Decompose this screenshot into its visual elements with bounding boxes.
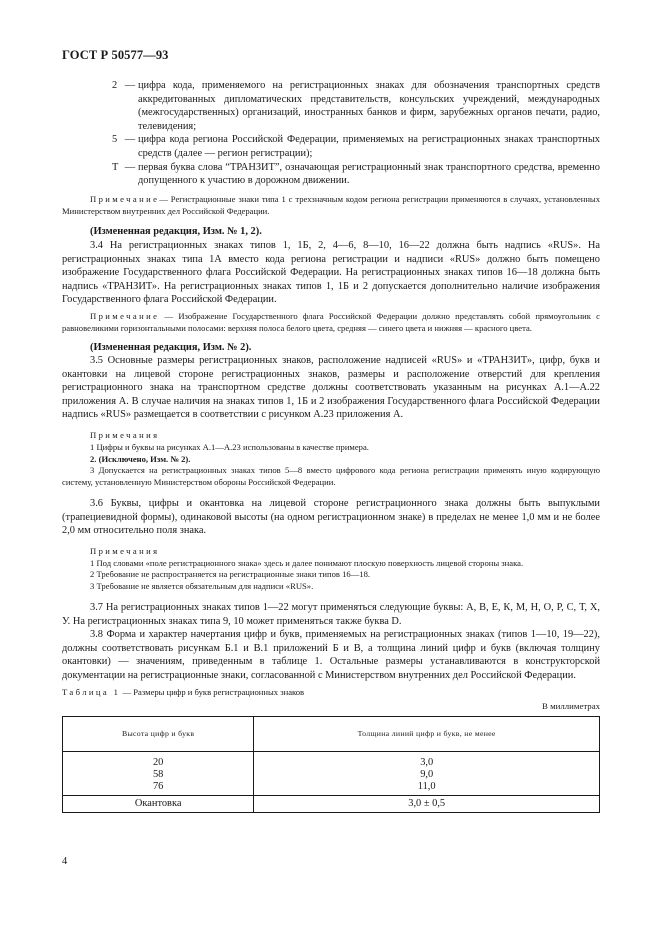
table-cell: 3,0 ± 0,5 — [254, 796, 600, 813]
legend-code: 2 — [112, 80, 118, 91]
clause-3-6: 3.6 Буквы, цифры и окантовка на лицевой стороне регистрационного знака должны быть выпуклыми (трапециевидной формы), одинаковой высоты (на одном регистрационном знаке) в пределах не менее 1,0 мм и не более 2,0 мм относительно поля знака. — [62, 498, 600, 537]
note-label: Примечание — [90, 193, 160, 204]
table-row — [63, 769, 600, 781]
legend-text: цифра кода региона Российской Федерации, применяемых на регистрационных знаках транспортных средств (далее — регион регистрации); — [138, 134, 600, 159]
legend-item — [112, 133, 600, 160]
page-number: 4 — [62, 856, 68, 867]
dimensions-table — [62, 716, 600, 813]
note-label: Примечание — [90, 310, 160, 321]
document-header: ГОСТ Р 50577—93 — [62, 48, 169, 62]
table-caption — [62, 687, 600, 699]
table-label: Таблица 1 — [62, 686, 121, 697]
legend-item — [112, 79, 600, 133]
legend-dash: — — [124, 80, 136, 91]
table-cell: 58 — [63, 769, 254, 781]
note-item: 2. (Исключено, Изм. № 2). — [90, 453, 191, 464]
clause-3-4: 3.4 На регистрационных знаках типов 1, 1Б, 2, 4—6, 8—10, 16—22 должна быть надпись «RUS». На регистрационных знаках типа 1А вместо кода региона регистрации и надписи «RUS» должно быть помещено изображение Государственного флага Российской Федерации. На регистрационных знаках типов 16—18 должна быть надпись «ТРАНЗИТ». На регистрационных знаках типов 1, 1Б и 2 допускается дополнительно наличие изображения Государственного флага Российской Федерации. — [62, 239, 600, 306]
table-cell: 20 — [63, 752, 254, 770]
table-cell: 9,0 — [254, 769, 600, 781]
legend-text: первая буква слова “ТРАНЗИТ”, означающая регистрационный знак транспортного средства, временно допущенного к участию в дорожном движении. — [138, 161, 600, 187]
notes-label: Примечания — [90, 430, 160, 441]
table-header-cell: Толщина линий цифр и букв, не менее — [254, 717, 600, 752]
legend-dash: — — [124, 134, 136, 146]
clause-3-7: 3.7 На регистрационных знаках типов 1—22 могут применяться следующие буквы: А, В, Е, К, М, Н, О, Р, С, Т, Х, У. На регистрационных знаках типа 9, 10 может применяться также буква D. — [62, 602, 600, 627]
table-unit: В миллиметрах — [542, 701, 600, 712]
note-item: 1 Цифры и буквы на рисунках А.1—А.23 использованы в качестве примера. — [90, 441, 369, 452]
table-cell: 11,0 — [254, 781, 600, 796]
note-item: 3 Требование не является обязательным для надписи «RUS». — [90, 581, 314, 592]
legend-item — [112, 161, 600, 188]
table-cell: 3,0 — [254, 752, 600, 770]
legend-text: цифра кода, применяемого на регистрационных знаках для обозначения транспортных средств аккредитованных дипломатических представительств, консульских учреждений, международных (межгосударственных) организаций, иностранных банков и фирм, зарубежных органов печати, радио, телевидения; — [138, 80, 600, 132]
note-text: — Регистрационные знаки типа 1 с трехзначным кодом региона регистрации применяются в случаях, установленных Министерством внутренних дел Российской Федерации. — [62, 193, 600, 216]
note-item: 2 Требование не распространяется на регистрационные знаки типов 16—18. — [90, 569, 371, 580]
clause-3-8: 3.8 Форма и характер начертания цифр и букв, применяемых на регистрационных знаках (типов 1—10, 19—22), должны соответствовать рисункам Б.1 и В.1 приложений Б и В, а толщина линий цифр и букв (включая толщину окантовки) — значениям, приведенным в таблице 1. Остальные размеры устанавливаются в конструкторской документации на регистрационные знаки, согласованной с Министерством внутренних дел Российской Федерации. — [62, 629, 600, 681]
table-row — [63, 781, 600, 796]
table-row — [63, 752, 600, 770]
table-cell: 76 — [63, 781, 254, 796]
note-text: — Изображение Государственного флага Российской Федерации должно представлять собой прямоугольник с равновеликими горизонтальными полосами: верхняя полоса белого цвета, средняя — синего цвета и нижняя — красного цвета. — [62, 310, 600, 333]
note-item: 3 Допускается на регистрационных знаках типов 5—8 вместо цифрового кода региона регистрации применять иную кодирующую систему, установленную Министерством обороны Российской Федерации. — [62, 465, 600, 488]
table-row — [63, 796, 600, 813]
amendment-note: (Измененная редакция, Изм. № 2). — [90, 341, 252, 353]
amendment-note: (Измененная редакция, Изм. № 1, 2). — [90, 226, 262, 238]
table-cell: Окантовка — [63, 796, 254, 813]
code-legend — [62, 79, 600, 188]
table-title: — Размеры цифр и букв регистрационных знаков — [122, 686, 305, 697]
legend-code: Т — [112, 161, 119, 173]
table-header-row — [63, 717, 600, 752]
table-header-cell: Высота цифр и букв — [63, 717, 254, 752]
note-paragraph — [62, 194, 600, 218]
document-page — [62, 48, 600, 813]
notes-label: Примечания — [90, 545, 160, 556]
note-paragraph — [62, 311, 600, 335]
note-item: 1 Под словами «поле регистрационного знака» здесь и далее понимают плоскую поверхность лицевой стороны знака. — [90, 557, 524, 568]
clause-3-5: 3.5 Основные размеры регистрационных знаков, расположение надписей «RUS» и «ТРАНЗИТ», цифр, букв и окантовки на лицевой стороне регистрационных знаков, размеры и расположение отверстий для крепления регистрационного знака на транспортном средстве должны соответствовать указанным на рисунках А.1—А.22 приложения А. В случае наличия на знаках типов 1, 1Б и 2 изображения Государственного флага Российской Федерации надпись «RUS» размещается в соответствии с рисунком А.23 приложения А. — [62, 355, 600, 421]
legend-code: 5 — [112, 134, 118, 146]
legend-dash: — — [124, 161, 136, 173]
